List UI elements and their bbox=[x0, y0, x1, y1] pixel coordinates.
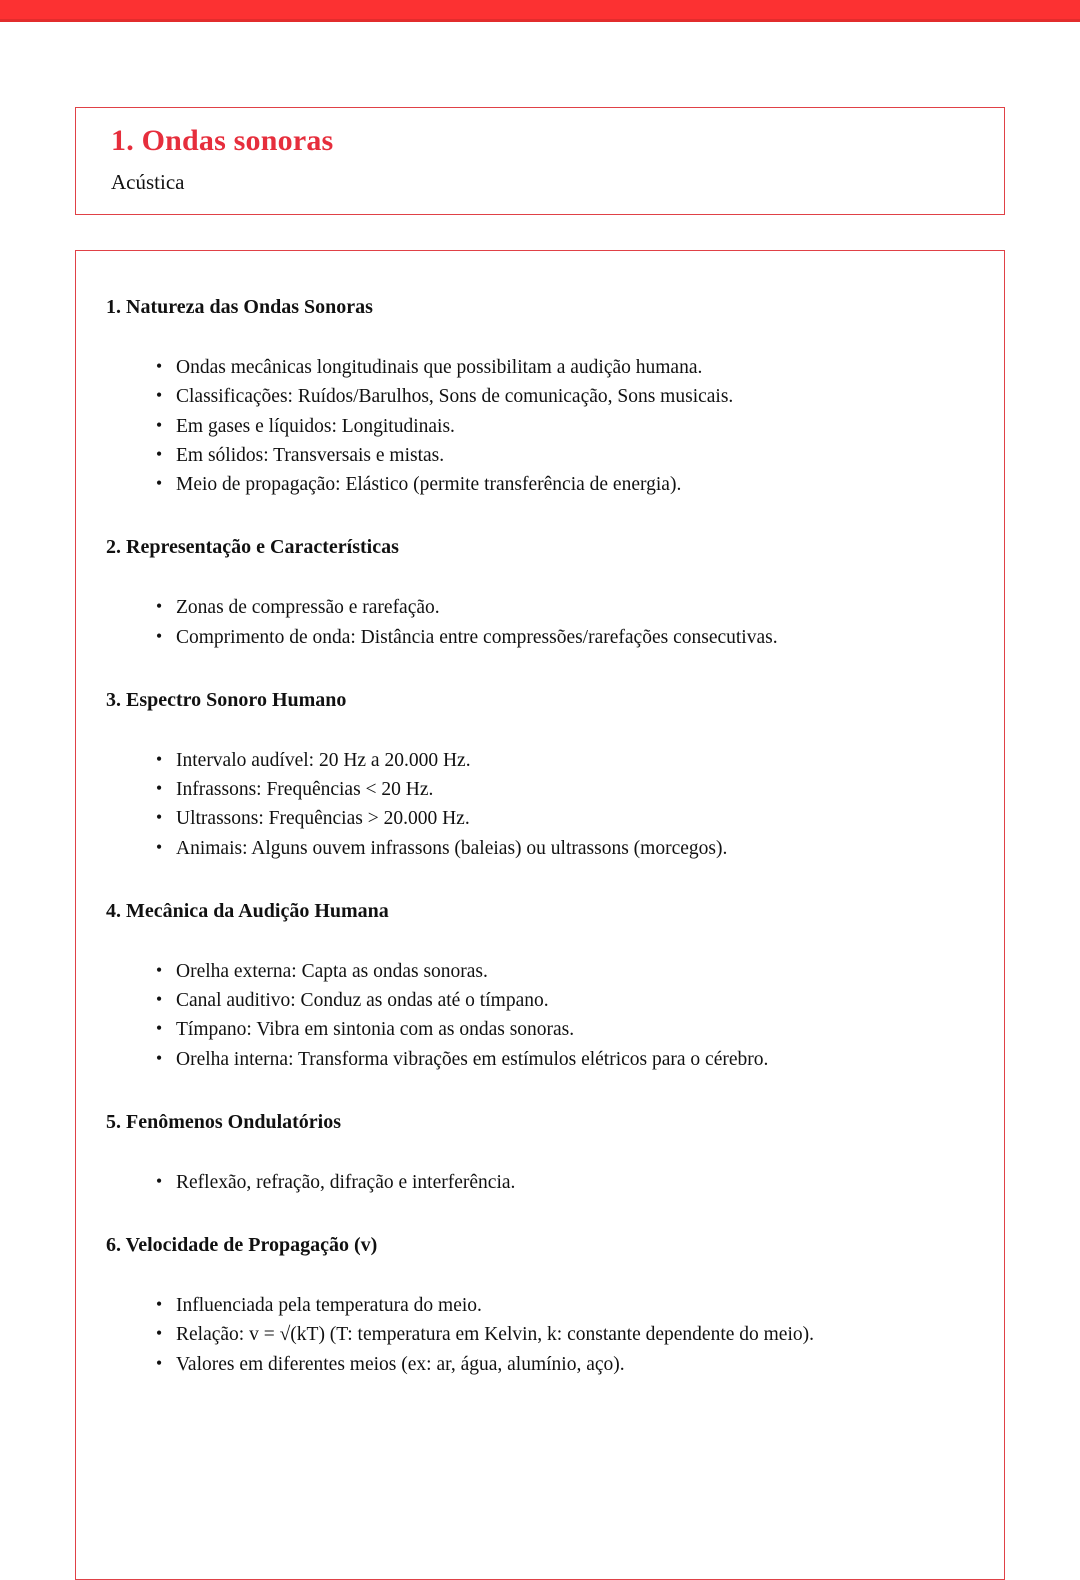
bullet-list bbox=[106, 746, 970, 863]
bullet-item: • Classificações: Ruídos/Barulhos, Sons de comunicação, Sons musicais. bbox=[154, 382, 970, 411]
bullet-list bbox=[106, 957, 970, 1074]
title-box bbox=[75, 107, 1005, 215]
section-heading: 1. Natureza das Ondas Sonoras bbox=[106, 296, 373, 318]
bullet-item: • Influenciada pela temperatura do meio. bbox=[154, 1291, 970, 1320]
content-box bbox=[75, 250, 1005, 1580]
bullet-list bbox=[106, 593, 970, 652]
bullet-list bbox=[106, 1168, 970, 1197]
bullet-item: • Zonas de compressão e rarefação. bbox=[154, 593, 970, 622]
bullet-item: • Comprimento de onda: Distância entre compressões/rarefações consecutivas. bbox=[154, 623, 970, 652]
bullet-item: • Ultrassons: Frequências > 20.000 Hz. bbox=[154, 804, 970, 833]
section-heading: 6. Velocidade de Propagação (v) bbox=[106, 1234, 378, 1256]
bullet-item: • Ondas mecânicas longitudinais que possibilitam a audição humana. bbox=[154, 353, 970, 382]
section-heading: 2. Representação e Características bbox=[106, 536, 399, 559]
bullet-list bbox=[106, 1291, 970, 1379]
bullet-item: • Animais: Alguns ouvem infrassons (baleias) ou ultrassons (morcegos). bbox=[154, 834, 970, 863]
bullet-item: • Meio de propagação: Elástico (permite transferência de energia). bbox=[154, 470, 970, 499]
bullet-item: • Infrassons: Frequências < 20 Hz. bbox=[154, 775, 970, 804]
bullet-item: • Reflexão, refração, difração e interferência. bbox=[154, 1168, 970, 1197]
bullet-item: • Em sólidos: Transversais e mistas. bbox=[154, 441, 970, 470]
section-heading: 3. Espectro Sonoro Humano bbox=[106, 688, 347, 711]
bullet-item: • Canal auditivo: Conduz as ondas até o tímpano. bbox=[154, 986, 970, 1015]
page-subtitle: Acústica bbox=[111, 170, 185, 194]
bullet-item: • Em gases e líquidos: Longitudinais. bbox=[154, 412, 970, 441]
bullet-list bbox=[106, 353, 970, 499]
bullet-item: • Orelha externa: Capta as ondas sonoras. bbox=[154, 957, 970, 986]
section-heading: 4. Mecânica da Audição Humana bbox=[106, 899, 389, 922]
bullet-item: • Intervalo audível: 20 Hz a 20.000 Hz. bbox=[154, 746, 970, 775]
bullet-item: • Relação: v = √(kT) (T: temperatura em Kelvin, k: constante dependente do meio). bbox=[154, 1320, 970, 1349]
bullet-item: • Valores em diferentes meios (ex: ar, água, alumínio, aço). bbox=[154, 1350, 970, 1379]
top-accent-bar bbox=[0, 0, 1080, 22]
section-heading: 5. Fenômenos Ondulatórios bbox=[106, 1110, 342, 1133]
bullet-item: • Tímpano: Vibra em sintonia com as ondas sonoras. bbox=[154, 1015, 970, 1044]
bullet-item: • Orelha interna: Transforma vibrações em estímulos elétricos para o cérebro. bbox=[154, 1045, 970, 1074]
page-title: 1. Ondas sonoras bbox=[111, 124, 334, 157]
